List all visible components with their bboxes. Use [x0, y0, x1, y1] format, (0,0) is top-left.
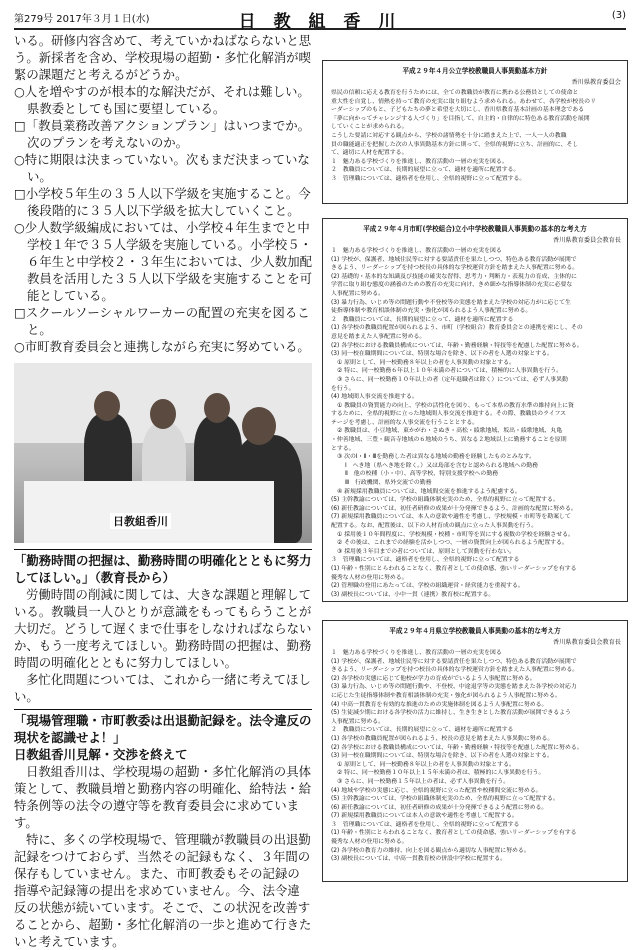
box-lines: [323, 247, 627, 599]
box-line: ① 原則として、同一校勤務８年以上の者を人事異動の対象とする。: [337, 761, 515, 768]
box-line: きるよう、リーダーシップを持つ校長の具体的な学校運営方針を踏まえた人事配置に努める。: [331, 667, 579, 674]
section-subheading: 日教組香川見解・交渉を終えて: [14, 747, 188, 762]
right-column: [322, 32, 628, 894]
box-line: ② 教職員は、小豆地域、東かがわ・さぬき・高松・綾歌地域、坂出・綾歌地域、丸亀: [337, 428, 563, 435]
box-line: ③ 次のⅠ・Ⅱ・Ⅲを勤務した者は異なる地域の勤務を経験したものとみなす。: [337, 454, 535, 461]
answer-item: ○人を増やすのが根本的な解決だが、それは難しい。県教委としても国に要望している。: [14, 84, 310, 116]
box-line: (1) 各学校の教職員配置が図られるよう、校長の意見を踏まえた人事異動に努める。: [331, 735, 554, 742]
box-organization: 香川県教育委員会教育長: [552, 237, 621, 244]
box-line: １ 魅力ある学校づくりを推進し、教育活動の一層の充実を図る: [331, 650, 502, 656]
box-line: きるよう、リーダーシップを持つ校長の具体的な学校運営方針を踏まえた人事配置に努める。: [331, 265, 579, 272]
box-line: 「夢に向かってチャレンジする人づくり」を目指して、自主的・自律的に特色ある教育活動を展開: [331, 115, 590, 122]
box-line: ① 採用後１０年間程度に、学校規模・校種・市町等を異にする複数の学校を経験させる。: [337, 531, 574, 538]
section-heading: 「現場管理職・市町教委は出退勤記録を。法令違反の現状を認識せよ！」: [14, 709, 312, 746]
box-line: ③ 採用後３年目までの者については、原則として異動を行わない。: [337, 548, 515, 555]
box-line: ① 教職員の資質能力の向上、学校の活性化を図り、もって本県の教育水準の維持向上に資: [337, 402, 574, 409]
box-line: ③ さらに、同一校勤務１０年以上の者（定年退職者は除く）については、必ず人事異動: [337, 376, 568, 383]
box-line: とする。: [331, 445, 355, 452]
box-line: こうした要請に対応する観点から、学校の諸情勢を十分に踏まえた上で、一人一人の教職: [331, 132, 567, 139]
box-line: １ 魅力ある学校づくりを推進し、教育活動の一層の充実を図る。: [331, 158, 508, 165]
box-line: するために、全県的視野に立った地域間人事交流を推進する。その際、教職員のライフス: [331, 411, 567, 418]
question-item: □スクールソーシャルワーカーの配置の充実を図ること。: [14, 305, 310, 337]
box-line: (1) 学校が、保護者、地域住民等に対する要請責任を果たしつつ、特色ある教育活動が展開で: [331, 256, 577, 263]
box-line: を行う。: [331, 385, 355, 392]
answer-item: ○少人数学級編成においては、小学校４年生までと中学校１年で３５人学級を実施している。小学校５・６年生と中学校２・３年生においては、少人数加配教員を活用した３５人以下学級を実施することを可能としている。: [14, 220, 312, 303]
box-line: ３ 管理職については、適格者を登用し、全県的視野に立って配置する: [331, 821, 520, 828]
box-line: 徒指導体制や教育相談体制の充実・強化が図られるよう人事配置に努める。: [331, 308, 532, 315]
box-line: ーダーシップのもと、子どもたちの夢と希望を大切にし、香川県教育基本計画の基本理念である: [331, 107, 585, 114]
box-line: (7) 新規採用教職員については、本人の意欲や適性を考慮し、学校規模・市町等を勘案して: [331, 514, 571, 521]
meeting-photo: [14, 363, 312, 543]
answer-item: ○特に期限は決まっていない。次もまだ決まっていない。: [14, 152, 310, 184]
box-line: (2) 管理職の登用にあたっては、学校の組織運営・経営能力を重視する。: [331, 583, 524, 590]
box-title: 平成２９年４月市町(学校組合)立小中学校教職員人事異動の基本的な考え方: [363, 225, 587, 233]
intro-paragraph: いる。研修内容含めて、考えていかねばならないと思う。新採者を含め、学校現場の超勤・多忙化解消が喫緊の課題だと考えるがどうか。: [14, 33, 312, 82]
policy-box: [322, 60, 628, 204]
box-line: (3) 副校長については、小中一貫（連携）教育校に配置する。: [331, 591, 495, 598]
box-line: (7) 新規採用教職員については本人の意欲や適性を考慮して配置する。: [331, 813, 518, 820]
box-line: (2) 各学校における教職員構成については、年齢・勤務経験・特技等を配慮した配置に努める。: [331, 342, 583, 349]
box-line: ③ さらに、同一校勤務１５年以上の者は、必ず人事異動を行う。: [337, 778, 510, 785]
box-line: (1) 各学校の教職員配置が図られるよう、市町（学校組合）教育委員会との連携を密にし、その: [331, 325, 583, 332]
box-line: 人事配置に努める。: [331, 290, 385, 297]
box-line: (6) 新任教諭については、初任者研修の成果が十分発揮できるよう配置に努める。: [331, 804, 548, 811]
desk: [24, 481, 274, 543]
box-line: (5) 生徒減少期における各学校の活力に維持し、生き生きとした教育活動が展開できるよう: [331, 710, 571, 717]
box-line: １ 魅力ある学校づくりを推進し、教育活動の一層の充実を図る: [331, 248, 502, 254]
question-item: □小学校５年生の３５人以下学級を実施すること。今後段階的に３５人以下学級を拡大していくこと。: [14, 186, 311, 218]
box-line: ２ 教職員については、長期的展望に立って、適材を適所に配置する。: [331, 167, 520, 174]
box-line: 県民の信頼に応える教育を行うためには、全ての教職員が教育に携わる公務員としての使命と: [331, 90, 579, 96]
issue-date: 第279号 2017年３月１日(水): [14, 14, 150, 25]
box-line: 員の職能適正を把握した次の人事異動基本方針に則って、全県的視野に立ち、計画的に、そし: [331, 141, 579, 148]
box-line: 重大性を自覚し、情熱を持って教育の充実に取り組むよう求められる。あわせて、各学校が校長のリ: [331, 98, 596, 105]
box-line: (1) 年齢・性別にとらわれることなく、教育者としての使命感、強いリーダーシップを有する: [331, 565, 577, 572]
box-line: ３ 管理職については、適格者を登用し、全県的視野に立って配置する。: [331, 175, 526, 182]
box-organization: 香川県教育委員会: [571, 79, 621, 86]
box-lines: [323, 89, 627, 184]
question-item: □「教員業務改善アクションプラン」はいつまでか。次のプランを考えないのか。: [14, 118, 311, 150]
section-heading: 「勤務時間の把握は、勤務時間の明確化とともに努力してほしい。」（教育長から）: [14, 549, 312, 586]
body-paragraph: 特に、多くの学校現場で、管理職が教職員の出退勤記録をつけておらず、当然その記録もなく、３年間の保存もしていません。また、市町教委もその記録の指導や記録簿の提出を求めていません。今、法令違反の状態が続いています。そこで、この状況を改善することから、超勤・多忙化解消の一歩と進めて行きたいと考えています。: [14, 832, 312, 949]
person-head: [150, 399, 176, 429]
person-head: [242, 407, 276, 445]
box-line: 優秀な人材の登用に努める。: [331, 839, 408, 846]
box-line: ② 特に、同一校勤務６年以上１０年未満の者については、積極的に人事異動を行う。: [337, 368, 562, 375]
box-line: 意見を踏まえた人事配置に努める。: [331, 333, 426, 340]
box-line: ④ 新規採用教職員については、地域間交流を推進するよう配慮する。: [337, 488, 521, 495]
box-line: て、適切に人材を配置する。: [331, 150, 408, 157]
box-line: Ⅱ 他の校種（小・中）、高等学校、特別支援学校への勤務: [345, 471, 499, 478]
box-line: (4) 地域や学校の実態に応じ、全県的視野に立った配置や校種間交流に努める。: [331, 787, 542, 794]
box-line: ② その後は、これまでの経験を活かしつつ、一層の資質向上が図られるよう配置する。: [337, 540, 568, 547]
answer-item: ○市町教育委員会と連携しながら充実に努めている。: [14, 339, 310, 354]
policy-box: [322, 620, 628, 882]
box-line: (4) 中高一貫教育を有効的な推進のための実施体制を図るよう人事配置に努める。: [331, 701, 548, 708]
policy-box: [322, 218, 628, 602]
box-line: (5) 主幹教諭については、学校の組織体制充実のため、全県的視野に立って配置する。: [331, 796, 559, 803]
box-line: ３ 管理職については、適格者を登用し、全県的視野に立って配置する: [331, 557, 520, 564]
box-line: (5) 主幹教諭については、学校の組織体制充実のため、全県的視野に立って配置する。: [331, 497, 559, 504]
box-line: (6) 新任教諭については、初任者研修の成果が十分発揮できるよう、計画的な配置に努める。: [331, 505, 577, 512]
newspaper-title: 日 教 組 香 川: [238, 12, 402, 32]
box-title: 平成２９年４月公立学校教職員人事異動基本方針: [402, 67, 548, 75]
box-line: 人事配置に努める。: [331, 718, 385, 725]
box-title: 平成２９年４月県立学校教職員人事異動の基本的な考え方: [389, 627, 561, 635]
box-line: (2) 基礎的・基本的な知識及び技能の確実な習得、思考力・判断力・表現力の育成、主体的に: [331, 273, 577, 280]
box-line: ２ 教職員については、長期的展望に立って、適材を適所に配置する: [331, 316, 514, 323]
box-line: ・仲善地域、三豊・観音寺地域の６地域のうち、異なる２地域以上に勤務することを原則: [331, 437, 567, 444]
page-number: (3): [611, 10, 626, 21]
box-lines: [323, 649, 627, 864]
box-line: に応じた生徒指導体制や教育相談体制の充実・強化が図られるよう人事配置に努める。: [331, 692, 561, 699]
box-line: テージを考慮し、計画的な人事交流を行うこととする。: [331, 419, 479, 426]
box-line: 優秀な人材の登用に努める。: [331, 574, 408, 581]
box-organization: 香川県教育委員会教育長: [552, 639, 621, 646]
box-line: (3) 副校長については、中高一貫教育校の併設中学校に配置する。: [331, 856, 507, 863]
box-line: ② 特に、同一校勤務１０年以上１５年未満の者は、積極的に人事異動を行う。: [337, 770, 545, 777]
box-line: (2) 各学校における教職員構成については、年齢・勤務経験・特技等を配慮した配置に努める。: [331, 744, 583, 751]
box-line: Ⅲ 行政機関、県外交流での勤務: [345, 480, 432, 487]
box-line: (3) 同一校在職期間については、特別な場合を除き、以下の者を人選の対象とする。: [331, 351, 553, 358]
box-line: 配置する。なお、配置後は、以下の人材育成の観点に立った人事異動を行う。: [331, 523, 538, 529]
photo-caption: 日教組香川: [110, 513, 171, 529]
box-line: (3) 暴力行為、いじめ等の問題行動や、不登校、中途退学等の実態を踏まえた各学校の対応力: [331, 684, 577, 691]
body-paragraph: 労働時間の削減に関しては、大きな課題と理解している。教職員一人ひとりが意識をもってもらうことが大切だ。どうして遅くまで仕事をしなければならないか、もう一度考えてほしい。勤務時間の把握は、勤務時間の明確化とともに努力してほしい。: [14, 587, 312, 670]
person-head: [204, 393, 230, 423]
person-head: [94, 391, 120, 421]
box-line: (4) 地域間人事交流を推進する。: [331, 394, 418, 401]
box-line: (2) 各学校の実態に応じて他校が学力の育成がでいるよう人事配置に努める。: [331, 675, 536, 682]
box-line: (3) 暴力行為、いじめ等の問題行動や不登校等の実態を踏まえた学校の対応力がに応じて生: [331, 299, 571, 306]
box-line: していくことが求められる。: [331, 124, 408, 131]
page-header: [14, 6, 626, 30]
body-paragraph: 日教組香川は、学校現場の超勤・多忙化解消の具体策として、教職員増と勤務内容の明確化、給特法・給特条例等の法令の遵守等を教育委員会に求めています。: [14, 764, 312, 830]
body-paragraph: 多忙化問題については、これから一緒に考えてほしい。: [14, 672, 311, 704]
box-line: 学習に取り組む態度の涵養のための教育の充実に向け、きめ細かな指導体制の充実に必要な: [331, 282, 573, 289]
left-column: [14, 32, 312, 949]
box-line: Ⅰ へき地（県へき地を除く。）又は島部を含むと認められる地域への勤務: [345, 462, 539, 469]
box-line: ① 原則として、同一校勤務８年以上の者を人事異動の対象とする。: [337, 359, 515, 366]
box-line: ２ 教職員については、長期的展望に立って、適材を適所に配置する: [331, 727, 514, 734]
box-line: (2) 各学校の教育力の維持、向上を図る観点から適切な人事配置に努める。: [331, 847, 530, 854]
box-line: (3) 同一校在職期間については、特別な場合を除き、以下の者を人選の対象とする。: [331, 753, 553, 760]
box-line: (1) 学校が、保護者、地域住民等に対する要請責任を果たしつつ、特色ある教育活動が展開で: [331, 658, 577, 665]
box-line: (1) 年齢・性別にとらわれることなく、教育者としての使命感、強いリーダーシップを有する: [331, 830, 577, 837]
